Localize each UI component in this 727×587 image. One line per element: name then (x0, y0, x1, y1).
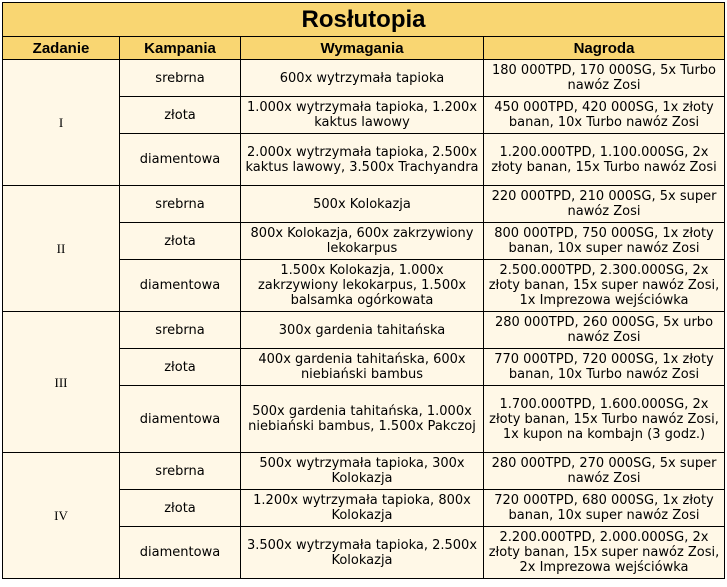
task-level: III (3, 312, 120, 453)
reward-cell: 2.500.000TPD, 2.300.000SG, 2x złoty banan, 15x super nawóz Zosi, 1x Imprezowa wejściówka (484, 260, 725, 312)
table-row (3, 312, 725, 349)
reward-cell: 800 000TPD, 750 000SG, 1x złoty banan, 10x super nawóz Zosi (484, 223, 725, 260)
requirements-cell: 800x Kolokazja, 600x zakrzywiony lekokarpus (241, 223, 484, 260)
campaign-cell: diamentowa (120, 386, 241, 453)
requirements-cell: 300x gardenia tahitańska (241, 312, 484, 349)
campaign-cell: srebrna (120, 186, 241, 223)
reward-cell: 1.700.000TPD, 1.600.000SG, 2x złoty banan, 15x Turbo nawóz Zosi, 1x kupon na kombajn (3 godz.) (484, 386, 725, 453)
title-row (3, 3, 725, 37)
reward-cell: 220 000TPD, 210 000SG, 5x super nawóz Zosi (484, 186, 725, 223)
reward-cell: 720 000TPD, 680 000SG, 1x złoty banan, 10x super nawóz Zosi (484, 490, 725, 527)
requirements-cell: 500x Kolokazja (241, 186, 484, 223)
campaign-cell: diamentowa (120, 134, 241, 186)
task-level: I (3, 60, 120, 186)
requirements-cell: 1.500x Kolokazja, 1.000x zakrzywiony lekokarpus, 1.500x balsamka ogórkowata (241, 260, 484, 312)
campaign-cell: złota (120, 490, 241, 527)
reward-cell: 280 000TPD, 270 000SG, 5x super nawóz Zosi (484, 453, 725, 490)
reward-cell: 770 000TPD, 720 000SG, 1x złoty banan, 10x Turbo nawóz Zosi (484, 349, 725, 386)
requirements-cell: 500x wytrzymała tapioka, 300x Kolokazja (241, 453, 484, 490)
task-level: IV (3, 453, 120, 579)
campaign-cell: srebrna (120, 453, 241, 490)
requirements-cell: 500x gardenia tahitańska, 1.000x niebiański bambus, 1.500x Pakczoj (241, 386, 484, 453)
campaign-cell: złota (120, 97, 241, 134)
table-row (3, 453, 725, 490)
requirements-cell: 2.000x wytrzymała tapioka, 2.500x kaktus lawowy, 3.500x Trachyandra (241, 134, 484, 186)
header-task: Zadanie (3, 37, 120, 60)
table-row (3, 60, 725, 97)
campaign-cell: srebrna (120, 60, 241, 97)
table-row (3, 186, 725, 223)
header-row (3, 37, 725, 60)
table-title: Rosłutopia (3, 3, 725, 37)
header-requirements: Wymagania (241, 37, 484, 60)
quest-table-container (2, 2, 724, 579)
requirements-cell: 600x wytrzymała tapioka (241, 60, 484, 97)
reward-cell: 1.200.000TPD, 1.100.000SG, 2x złoty banan, 15x Turbo nawóz Zosi (484, 134, 725, 186)
requirements-cell: 3.500x wytrzymała tapioka, 2.500x Kolokazja (241, 527, 484, 579)
campaign-cell: diamentowa (120, 260, 241, 312)
campaign-cell: diamentowa (120, 527, 241, 579)
requirements-cell: 1.200x wytrzymała tapioka, 800x Kolokazja (241, 490, 484, 527)
reward-cell: 280 000TPD, 260 000SG, 5x urbo nawóz Zosi (484, 312, 725, 349)
header-campaign: Kampania (120, 37, 241, 60)
campaign-cell: złota (120, 349, 241, 386)
quest-table (2, 2, 725, 579)
campaign-cell: srebrna (120, 312, 241, 349)
campaign-cell: złota (120, 223, 241, 260)
reward-cell: 450 000TPD, 420 000SG, 1x złoty banan, 10x Turbo nawóz Zosi (484, 97, 725, 134)
requirements-cell: 400x gardenia tahitańska, 600x niebiański bambus (241, 349, 484, 386)
task-level: II (3, 186, 120, 312)
header-reward: Nagroda (484, 37, 725, 60)
reward-cell: 2.200.000TPD, 2.000.000SG, 2x złoty banan, 15x super nawóz Zosi, 2x Imprezowa wejściówka (484, 527, 725, 579)
reward-cell: 180 000TPD, 170 000SG, 5x Turbo nawóz Zosi (484, 60, 725, 97)
requirements-cell: 1.000x wytrzymała tapioka, 1.200x kaktus lawowy (241, 97, 484, 134)
